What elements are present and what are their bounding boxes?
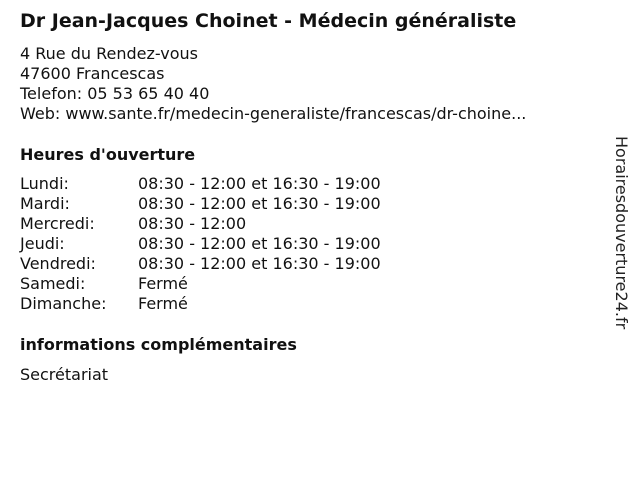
city-postal: 47600 Francescas xyxy=(20,64,165,83)
hours-value: 08:30 - 12:00 et 16:30 - 19:00 xyxy=(138,194,381,213)
hours-row-saturday xyxy=(20,274,381,294)
day-label: Dimanche: xyxy=(20,294,107,313)
additional-info-heading: informations complémentaires xyxy=(20,335,297,354)
hours-row-wednesday xyxy=(20,214,381,234)
hours-row-monday xyxy=(20,174,381,194)
day-label: Vendredi: xyxy=(20,254,96,273)
day-label: Jeudi: xyxy=(20,234,65,253)
hours-row-thursday xyxy=(20,234,381,254)
page-title: Dr Jean-Jacques Choinet - Médecin généraliste xyxy=(20,10,517,32)
address-block xyxy=(20,44,526,124)
hours-value: 08:30 - 12:00 et 16:30 - 19:00 xyxy=(138,234,381,253)
hours-row-sunday xyxy=(20,294,381,314)
hours-row-tuesday xyxy=(20,194,381,214)
opening-hours-table xyxy=(20,174,381,314)
day-label: Lundi: xyxy=(20,174,69,193)
additional-info-text: Secrétariat xyxy=(20,365,109,384)
day-label: Mardi: xyxy=(20,194,70,213)
day-label: Samedi: xyxy=(20,274,86,293)
hours-value: Fermé xyxy=(138,274,188,293)
opening-hours-heading: Heures d'ouverture xyxy=(20,145,196,164)
site-watermark: Horairesdouverture24.fr xyxy=(612,136,631,330)
hours-value: Fermé xyxy=(138,294,188,313)
day-label: Mercredi: xyxy=(20,214,95,233)
hours-value: 08:30 - 12:00 et 16:30 - 19:00 xyxy=(138,254,381,273)
website-link: Web: www.sante.fr/medecin-generaliste/francescas/dr-choine... xyxy=(20,104,527,123)
hours-value: 08:30 - 12:00 xyxy=(138,214,247,233)
hours-value: 08:30 - 12:00 et 16:30 - 19:00 xyxy=(138,174,381,193)
street-address: 4 Rue du Rendez-vous xyxy=(20,44,198,63)
hours-row-friday xyxy=(20,254,381,274)
phone-number: Telefon: 05 53 65 40 40 xyxy=(20,84,210,103)
